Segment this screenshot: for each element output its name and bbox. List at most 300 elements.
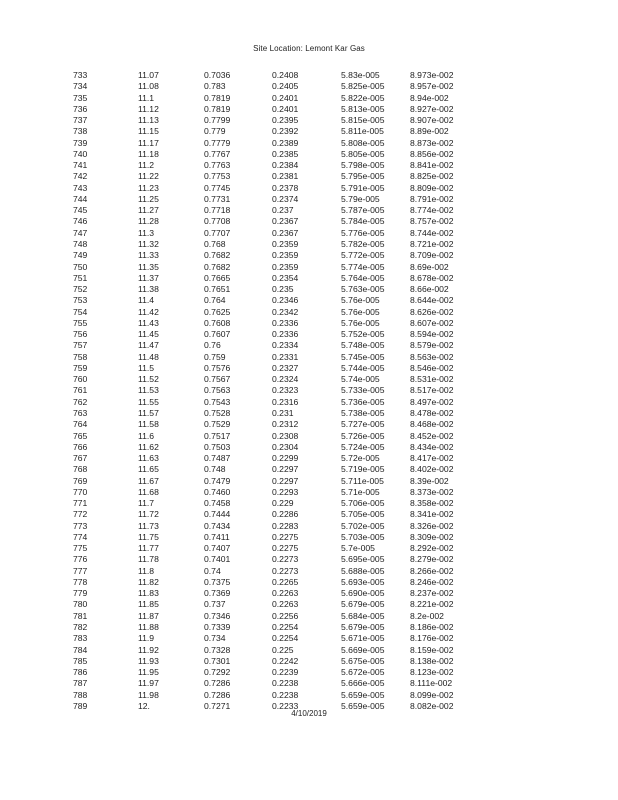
table-cell: 11.72 — [138, 509, 159, 520]
table-cell: 5.813e-005 — [341, 103, 385, 114]
table-cell: 0.7651 — [204, 284, 231, 295]
table-cell: 737 — [73, 115, 88, 126]
table-cell: 0.2392 — [272, 126, 299, 137]
table-cell: 5.748e-005 — [341, 340, 385, 351]
table-cell: 8.94e-002 — [410, 92, 449, 103]
table-cell: 5.76e-005 — [341, 306, 380, 317]
table-cell: 8.873e-002 — [410, 137, 454, 148]
table-row — [0, 284, 618, 295]
table-cell: 11.73 — [138, 520, 159, 531]
table-cell: 0.235 — [272, 284, 294, 295]
table-cell: 5.727e-005 — [341, 419, 385, 430]
table-cell: 0.7763 — [204, 160, 231, 171]
table-cell: 8.927e-002 — [410, 103, 454, 114]
table-cell: 11.53 — [138, 385, 159, 396]
table-cell: 0.2263 — [272, 588, 299, 599]
table-cell: 783 — [73, 633, 88, 644]
table-cell: 0.2286 — [272, 509, 299, 520]
table-cell: 745 — [73, 205, 88, 216]
table-cell: 0.7434 — [204, 520, 231, 531]
table-cell: 5.669e-005 — [341, 644, 385, 655]
table-cell: 0.2354 — [272, 272, 299, 283]
table-cell: 0.768 — [204, 238, 226, 249]
table-row — [0, 667, 618, 678]
table-cell: 0.2336 — [272, 329, 299, 340]
table-cell: 0.7707 — [204, 227, 231, 238]
table-cell: 0.2359 — [272, 238, 299, 249]
table-cell: 0.7369 — [204, 588, 231, 599]
table-cell: 5.679e-005 — [341, 622, 385, 633]
table-row — [0, 645, 618, 656]
table-cell: 8.856e-002 — [410, 148, 454, 159]
table-cell: 5.787e-005 — [341, 205, 385, 216]
table-row — [0, 295, 618, 306]
table-cell: 11.87 — [138, 610, 159, 621]
table-cell: 0.783 — [204, 81, 226, 92]
table-cell: 0.2342 — [272, 306, 299, 317]
table-cell: 8.309e-002 — [410, 531, 454, 542]
table-cell: 8.563e-002 — [410, 351, 454, 362]
table-cell: 776 — [73, 554, 88, 565]
table-row — [0, 464, 618, 475]
table-cell: 11.2 — [138, 160, 155, 171]
table-cell: 8.721e-002 — [410, 238, 454, 249]
table-cell: 5.705e-005 — [341, 509, 385, 520]
table-cell: 767 — [73, 453, 88, 464]
table-row — [0, 318, 618, 329]
table-cell: 11.97 — [138, 678, 159, 689]
table-cell: 8.478e-002 — [410, 407, 454, 418]
table-cell: 779 — [73, 588, 88, 599]
table-cell: 5.72e-005 — [341, 453, 380, 464]
table-cell: 8.111e-002 — [410, 678, 453, 689]
table-cell: 11.75 — [138, 531, 159, 542]
table-row — [0, 408, 618, 419]
table-cell: 8.099e-002 — [410, 689, 454, 700]
table-cell: 5.659e-005 — [341, 689, 385, 700]
table-cell: 8.791e-002 — [410, 193, 454, 204]
table-cell: 0.2265 — [272, 576, 299, 587]
table-cell: 0.7411 — [204, 531, 230, 542]
table-row — [0, 70, 618, 81]
table-cell: 8.809e-002 — [410, 182, 454, 193]
table-cell: 5.76e-005 — [341, 295, 380, 306]
table-cell: 0.2408 — [272, 70, 299, 80]
table-row — [0, 340, 618, 351]
table-cell: 0.7528 — [204, 407, 231, 418]
table-cell: 749 — [73, 250, 88, 261]
table-cell: 11.18 — [138, 148, 159, 159]
table-cell: 5.776e-005 — [341, 227, 385, 238]
table-cell: 0.7745 — [204, 182, 231, 193]
table-cell: 8.082e-002 — [410, 700, 454, 711]
table-cell: 5.684e-005 — [341, 610, 385, 621]
table-row — [0, 633, 618, 644]
table-cell: 0.779 — [204, 126, 226, 137]
table-cell: 0.764 — [204, 295, 226, 306]
table-cell: 0.2331 — [272, 351, 299, 362]
table-cell: 734 — [73, 81, 88, 92]
table-cell: 0.7517 — [204, 430, 231, 441]
table-cell: 0.76 — [204, 340, 221, 351]
table-cell: 0.2323 — [272, 385, 299, 396]
table-cell: 5.752e-005 — [341, 329, 385, 340]
table-cell: 759 — [73, 362, 88, 373]
table-cell: 8.402e-002 — [410, 464, 454, 475]
table-row — [0, 498, 618, 509]
table-cell: 0.2312 — [272, 419, 299, 430]
table-cell: 11.22 — [138, 171, 159, 182]
table-cell: 762 — [73, 396, 88, 407]
table-row — [0, 171, 618, 182]
table-cell: 5.666e-005 — [341, 678, 385, 689]
table-cell: 5.693e-005 — [341, 576, 385, 587]
table-cell: 740 — [73, 148, 88, 159]
table-row — [0, 431, 618, 442]
table-row — [0, 599, 618, 610]
table-cell: 0.7682 — [204, 261, 231, 272]
table-cell: 781 — [73, 610, 88, 621]
table-row — [0, 115, 618, 126]
table-row — [0, 622, 618, 633]
table-row — [0, 307, 618, 318]
table-cell: 772 — [73, 509, 88, 520]
table-row — [0, 138, 618, 149]
table-cell: 5.745e-005 — [341, 351, 385, 362]
table-cell: 11.82 — [138, 576, 159, 587]
table-cell: 0.2378 — [272, 182, 299, 193]
table-cell: 11.83 — [138, 588, 159, 599]
table-cell: 8.744e-002 — [410, 227, 454, 238]
table-cell: 5.811e-005 — [341, 126, 384, 137]
table-cell: 742 — [73, 171, 88, 182]
table-cell: 0.2401 — [272, 92, 299, 103]
table-row — [0, 554, 618, 565]
table-cell: 0.2254 — [272, 633, 299, 644]
table-cell: 5.695e-005 — [341, 554, 385, 565]
table-cell: 5.690e-005 — [341, 588, 385, 599]
table-cell: 0.759 — [204, 351, 226, 362]
table-cell: 733 — [73, 70, 88, 80]
table-cell: 5.782e-005 — [341, 238, 385, 249]
table-cell: 5.672e-005 — [341, 667, 385, 678]
table-cell: 5.738e-005 — [341, 407, 385, 418]
table-cell: 11.28 — [138, 216, 159, 227]
table-cell: 11.65 — [138, 464, 159, 475]
table-cell: 11.93 — [138, 655, 159, 666]
table-cell: 0.2334 — [272, 340, 299, 351]
table-cell: 11.35 — [138, 261, 159, 272]
table-cell: 11.43 — [138, 317, 159, 328]
table-cell: 743 — [73, 182, 88, 193]
table-cell: 8.531e-002 — [410, 374, 454, 385]
table-cell: 0.2367 — [272, 227, 299, 238]
table-cell: 0.2273 — [272, 565, 299, 576]
table-cell: 0.2395 — [272, 115, 299, 126]
table-row — [0, 205, 618, 216]
table-cell: 751 — [73, 272, 88, 283]
table-cell: 8.138e-002 — [410, 655, 454, 666]
table-cell: 0.2384 — [272, 160, 299, 171]
table-cell: 0.737 — [204, 599, 226, 610]
table-cell: 11.7 — [138, 498, 155, 509]
table-cell: 0.7607 — [204, 329, 231, 340]
table-cell: 744 — [73, 193, 88, 204]
table-cell: 738 — [73, 126, 88, 137]
table-row — [0, 419, 618, 430]
table-row — [0, 194, 618, 205]
table-cell: 775 — [73, 543, 88, 554]
table-cell: 0.7799 — [204, 115, 231, 126]
table-cell: 0.74 — [204, 565, 221, 576]
table-cell: 8.626e-002 — [410, 306, 454, 317]
table-cell: 0.2238 — [272, 678, 299, 689]
table-cell: 11.42 — [138, 306, 159, 317]
table-cell: 0.2389 — [272, 137, 299, 148]
table-cell: 784 — [73, 644, 88, 655]
table-cell: 0.734 — [204, 633, 226, 644]
page-footer-date: 4/10/2019 — [291, 709, 327, 718]
table-row — [0, 126, 618, 137]
table-cell: 11.17 — [138, 137, 159, 148]
table-row — [0, 374, 618, 385]
table-cell: 11.23 — [138, 182, 159, 193]
table-cell: 5.74e-005 — [341, 374, 380, 385]
table-cell: 0.2283 — [272, 520, 299, 531]
table-row — [0, 521, 618, 532]
table-cell: 0.7339 — [204, 622, 231, 633]
table-cell: 11.52 — [138, 374, 159, 385]
table-cell: 0.2299 — [272, 453, 299, 464]
table-cell: 11.37 — [138, 272, 159, 283]
table-cell: 5.805e-005 — [341, 148, 385, 159]
table-cell: 766 — [73, 441, 88, 452]
table-cell: 8.69e-002 — [410, 261, 449, 272]
table-cell: 11.38 — [138, 284, 159, 295]
table-row — [0, 352, 618, 363]
table-cell: 0.7682 — [204, 250, 231, 261]
table-row — [0, 81, 618, 92]
table-cell: 0.7346 — [204, 610, 231, 621]
table-cell: 0.7708 — [204, 216, 231, 227]
table-cell: 788 — [73, 689, 88, 700]
table-cell: 0.2275 — [272, 531, 299, 542]
table-cell: 11.08 — [138, 81, 159, 92]
table-cell: 0.2273 — [272, 554, 299, 565]
table-cell: 0.225 — [272, 644, 294, 655]
table-cell: 5.736e-005 — [341, 396, 385, 407]
table-cell: 0.2359 — [272, 250, 299, 261]
table-cell: 780 — [73, 599, 88, 610]
table-cell: 0.7718 — [204, 205, 231, 216]
table-cell: 0.7444 — [204, 509, 231, 520]
table-cell: 0.2263 — [272, 599, 299, 610]
table-cell: 8.434e-002 — [410, 441, 454, 452]
table-cell: 763 — [73, 407, 88, 418]
table-cell: 11.67 — [138, 475, 159, 486]
table-cell: 0.7286 — [204, 678, 231, 689]
table-cell: 11.55 — [138, 396, 159, 407]
table-row — [0, 160, 618, 171]
table-cell: 0.2304 — [272, 441, 299, 452]
table-cell: 0.7458 — [204, 498, 231, 509]
table-cell: 5.659e-005 — [341, 700, 385, 711]
page-title: Site Location: Lemont Kar Gas — [253, 44, 365, 53]
table-row — [0, 363, 618, 374]
table-cell: 5.726e-005 — [341, 430, 385, 441]
table-cell: 8.841e-002 — [410, 160, 454, 171]
table-cell: 758 — [73, 351, 88, 362]
table-cell: 8.825e-002 — [410, 171, 454, 182]
table-cell: 11.6 — [138, 430, 155, 441]
table-cell: 8.497e-002 — [410, 396, 454, 407]
table-cell: 768 — [73, 464, 88, 475]
table-cell: 11.07 — [138, 70, 159, 80]
table-cell: 764 — [73, 419, 88, 430]
table-row — [0, 611, 618, 622]
table-cell: 5.702e-005 — [341, 520, 385, 531]
table-cell: 11.57 — [138, 407, 159, 418]
table-row — [0, 385, 618, 396]
table-cell: 5.83e-005 — [341, 70, 380, 80]
table-cell: 769 — [73, 475, 88, 486]
table-cell: 11.48 — [138, 351, 159, 362]
table-cell: 770 — [73, 486, 88, 497]
table-cell: 0.231 — [272, 407, 294, 418]
table-cell: 8.452e-002 — [410, 430, 454, 441]
table-cell: 774 — [73, 531, 88, 542]
table-cell: 0.2233 — [272, 700, 299, 711]
table-cell: 8.468e-002 — [410, 419, 454, 430]
table-cell: 0.2293 — [272, 486, 299, 497]
table-cell: 5.825e-005 — [341, 81, 385, 92]
table-cell: 753 — [73, 295, 88, 306]
table-cell: 789 — [73, 700, 88, 711]
table-cell: 0.2238 — [272, 689, 299, 700]
table-row — [0, 678, 618, 689]
table-cell: 8.417e-002 — [410, 453, 454, 464]
table-cell: 0.7665 — [204, 272, 231, 283]
table-row — [0, 690, 618, 701]
table-cell: 0.7819 — [204, 92, 231, 103]
table-cell: 12. — [138, 700, 150, 711]
table-cell: 739 — [73, 137, 88, 148]
table-cell: 11.9 — [138, 633, 155, 644]
table-cell: 741 — [73, 160, 88, 171]
table-cell: 11.27 — [138, 205, 159, 216]
table-cell: 5.703e-005 — [341, 531, 385, 542]
table-cell: 0.2316 — [272, 396, 299, 407]
table-cell: 0.748 — [204, 464, 226, 475]
table-cell: 755 — [73, 317, 88, 328]
table-cell: 0.7753 — [204, 171, 231, 182]
table-cell: 0.7625 — [204, 306, 231, 317]
table-row — [0, 588, 618, 599]
table-cell: 0.2327 — [272, 362, 299, 373]
table-cell: 8.709e-002 — [410, 250, 454, 261]
table-row — [0, 577, 618, 588]
table-cell: 0.7608 — [204, 317, 231, 328]
table-cell: 11.8 — [138, 565, 155, 576]
table-cell: 8.89e-002 — [410, 126, 449, 137]
table-cell: 5.798e-005 — [341, 160, 385, 171]
table-cell: 754 — [73, 306, 88, 317]
table-cell: 8.579e-002 — [410, 340, 454, 351]
table-cell: 8.607e-002 — [410, 317, 454, 328]
table-cell: 11.32 — [138, 238, 159, 249]
table-cell: 8.237e-002 — [410, 588, 454, 599]
table-cell: 8.774e-002 — [410, 205, 454, 216]
table-cell: 0.7271 — [204, 700, 231, 711]
table-cell: 8.358e-002 — [410, 498, 454, 509]
table-row — [0, 104, 618, 115]
table-cell: 11.85 — [138, 599, 159, 610]
table-row — [0, 509, 618, 520]
table-cell: 0.7036 — [204, 70, 231, 80]
table-cell: 5.711e-005 — [341, 475, 384, 486]
table-cell: 8.279e-002 — [410, 554, 454, 565]
table-cell: 8.159e-002 — [410, 644, 454, 655]
table-cell: 11.47 — [138, 340, 159, 351]
table-cell: 0.2346 — [272, 295, 299, 306]
table-cell: 8.246e-002 — [410, 576, 454, 587]
table-cell: 787 — [73, 678, 88, 689]
table-cell: 765 — [73, 430, 88, 441]
table-cell: 8.546e-002 — [410, 362, 454, 373]
table-row — [0, 239, 618, 250]
table-cell: 11.33 — [138, 250, 159, 261]
table-cell: 11.88 — [138, 622, 159, 633]
table-row — [0, 656, 618, 667]
table-cell: 11.15 — [138, 126, 159, 137]
table-cell: 0.7567 — [204, 374, 231, 385]
table-cell: 0.7487 — [204, 453, 231, 464]
table-cell: 0.7375 — [204, 576, 231, 587]
table-cell: 0.7543 — [204, 396, 231, 407]
table-cell: 8.373e-002 — [410, 486, 454, 497]
table-cell: 5.675e-005 — [341, 655, 385, 666]
table-cell: 757 — [73, 340, 88, 351]
table-row — [0, 543, 618, 554]
table-cell: 5.719e-005 — [341, 464, 385, 475]
data-table — [0, 70, 618, 712]
table-cell: 0.2256 — [272, 610, 299, 621]
table-row — [0, 566, 618, 577]
table-cell: 0.7529 — [204, 419, 231, 430]
table-cell: 0.2275 — [272, 543, 299, 554]
table-cell: 0.7563 — [204, 385, 231, 396]
table-cell: 5.791e-005 — [341, 182, 385, 193]
table-cell: 0.2336 — [272, 317, 299, 328]
table-cell: 11.68 — [138, 486, 159, 497]
table-cell: 0.237 — [272, 205, 294, 216]
table-cell: 0.7819 — [204, 103, 231, 114]
table-cell: 0.2405 — [272, 81, 299, 92]
table-cell: 5.688e-005 — [341, 565, 385, 576]
table-cell: 0.2239 — [272, 667, 299, 678]
table-cell: 11.58 — [138, 419, 159, 430]
table-cell: 11.95 — [138, 667, 159, 678]
table-cell: 0.7301 — [204, 655, 231, 666]
table-cell: 0.7731 — [204, 193, 231, 204]
table-cell: 8.594e-002 — [410, 329, 454, 340]
table-cell: 782 — [73, 622, 88, 633]
table-cell: 8.39e-002 — [410, 475, 449, 486]
table-cell: 5.79e-005 — [341, 193, 380, 204]
table-cell: 5.763e-005 — [341, 284, 385, 295]
table-cell: 0.2381 — [272, 171, 299, 182]
table-cell: 0.7286 — [204, 689, 231, 700]
